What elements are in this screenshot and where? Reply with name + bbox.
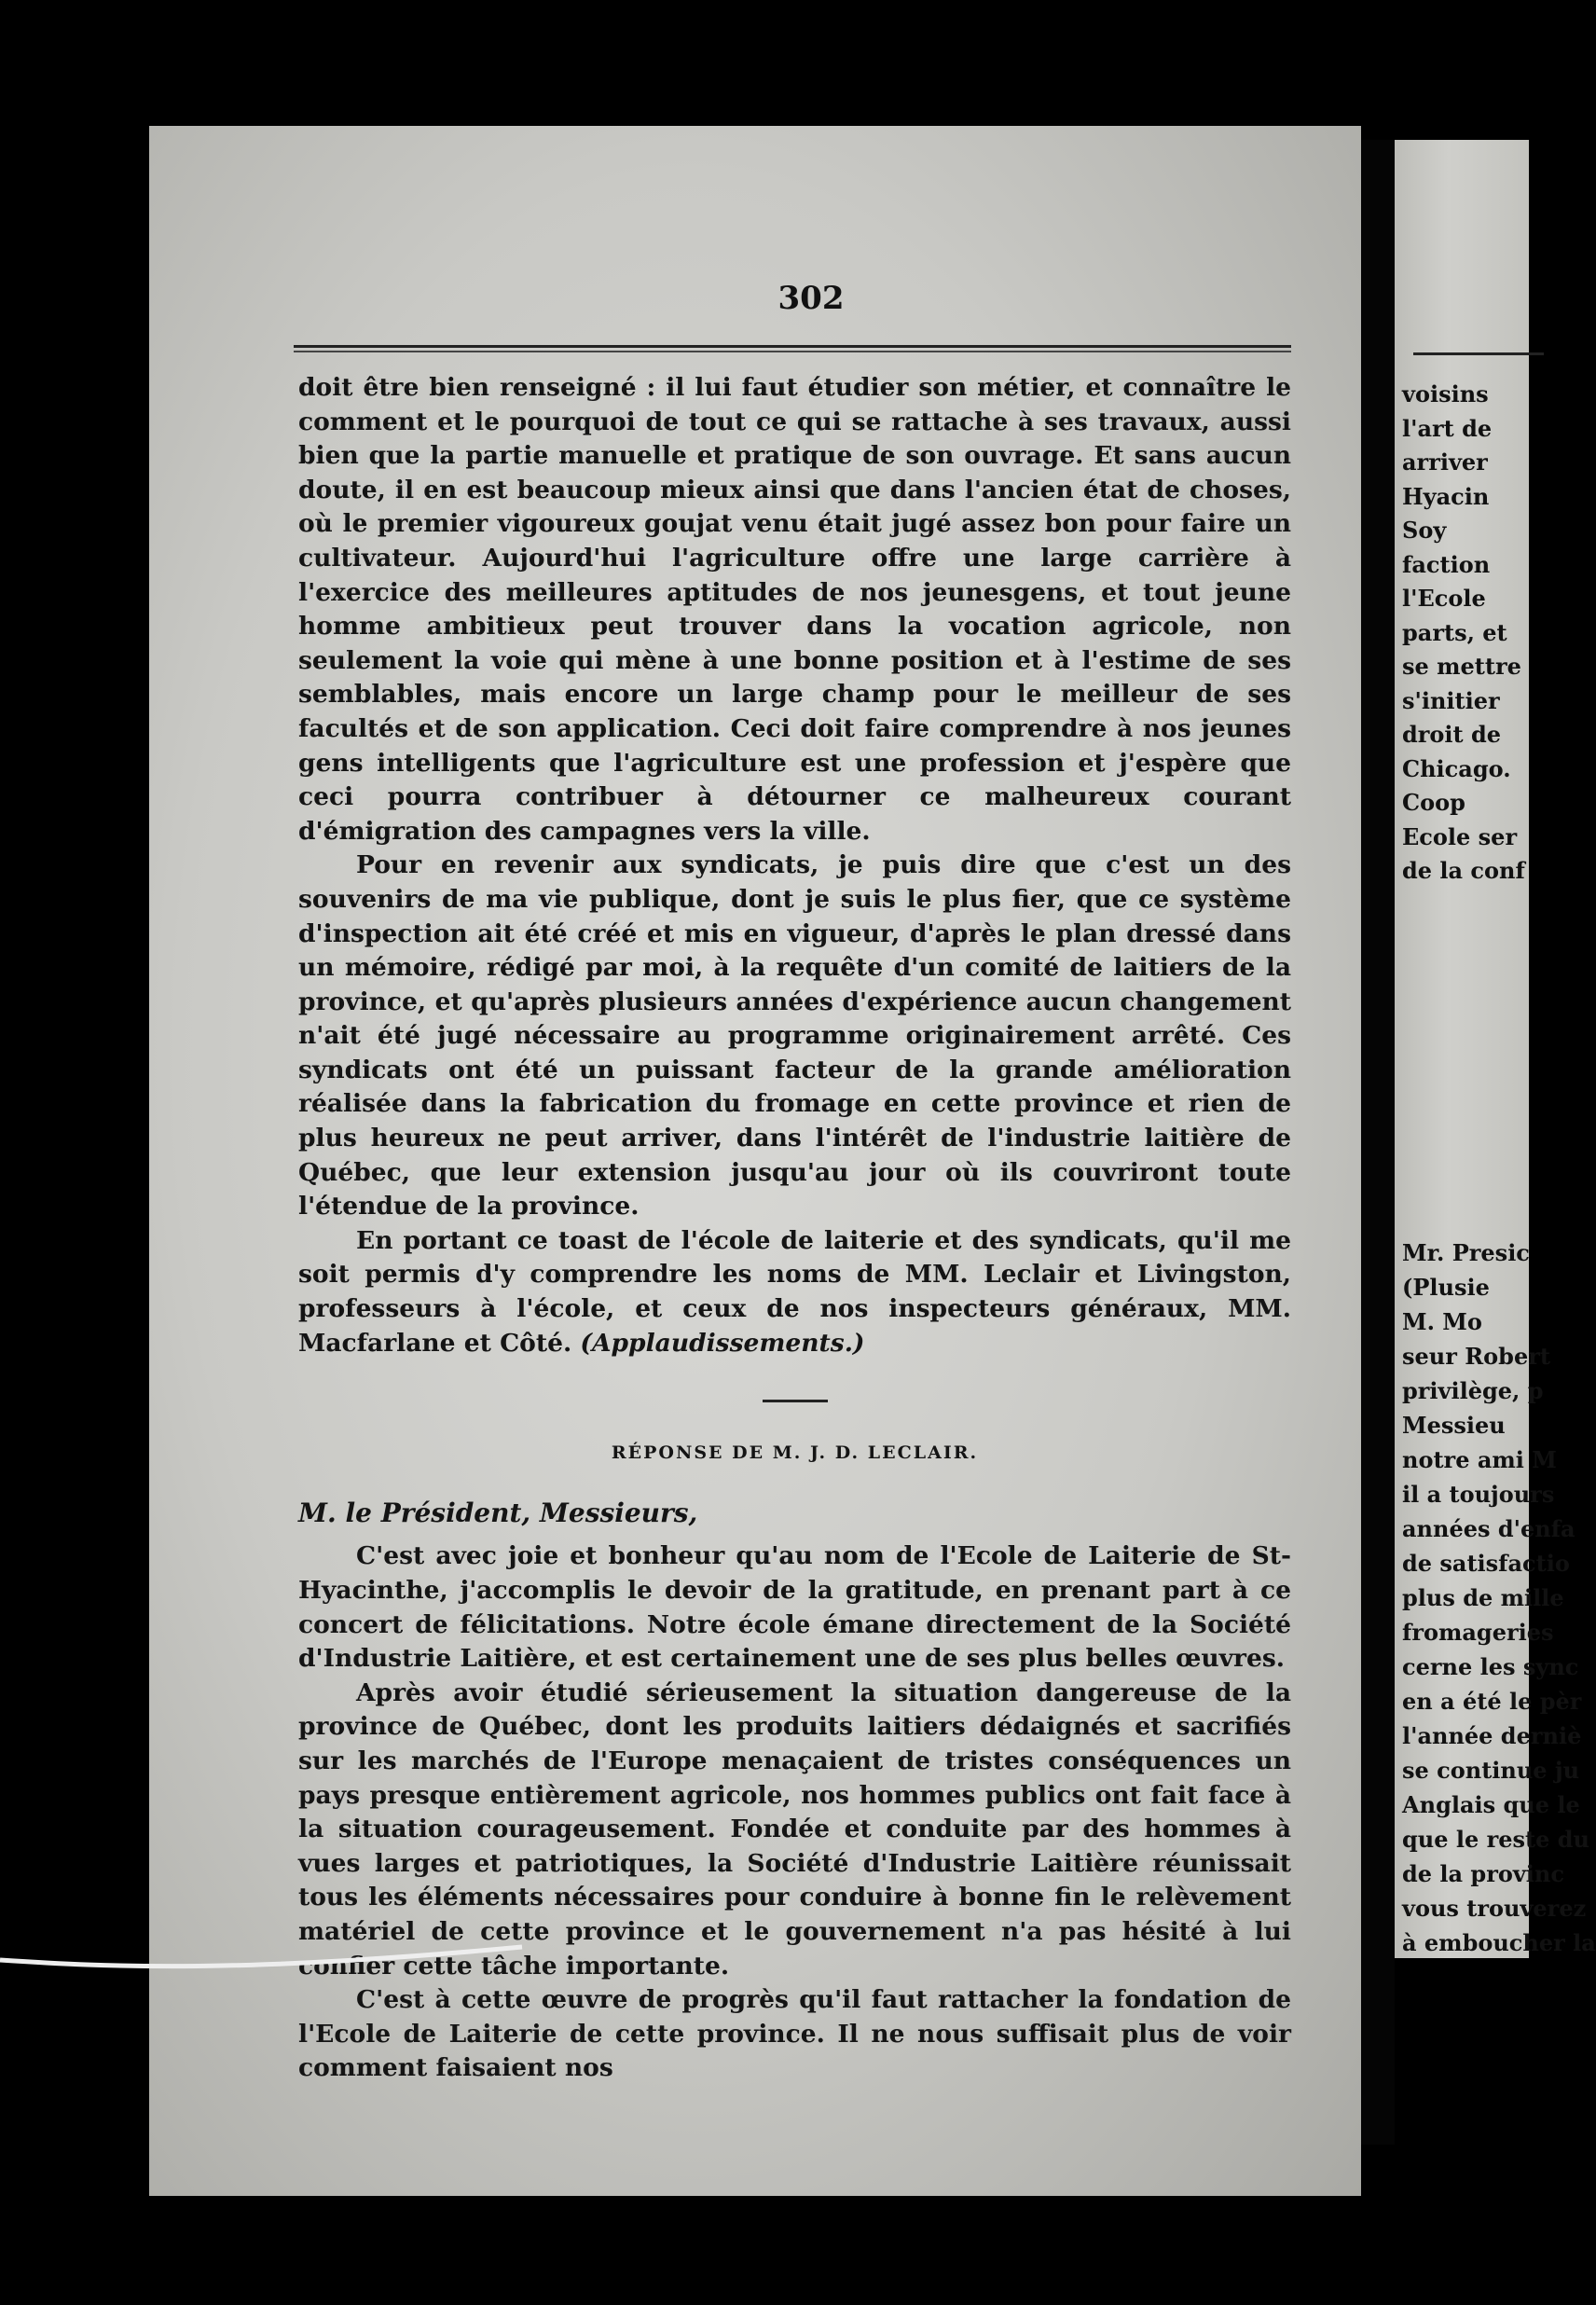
facing-page-line: de la conf (1402, 857, 1525, 884)
facing-page-line: l'Ecole (1402, 585, 1486, 612)
facing-page-rule (1413, 352, 1544, 355)
facing-page-line: se mettre (1402, 653, 1521, 680)
facing-page-line: l'année derniè (1402, 1722, 1582, 1749)
book-gutter (1361, 140, 1395, 2145)
section-divider (763, 1400, 828, 1402)
facing-page-line: faction (1402, 550, 1491, 578)
facing-page-line: de la provinc (1402, 1860, 1564, 1887)
facing-page-line: Messieu (1402, 1412, 1506, 1439)
facing-page-line: s'initier (1402, 686, 1500, 714)
facing-page-line: Anglais que le (1402, 1791, 1580, 1818)
facing-page-line: que le reste du (1402, 1826, 1589, 1853)
paragraph: Pour en revenir aux syndicats, je puis dire que c'est un des souvenirs de ma vie publique, dont je suis le plus fier, que ce système d'inspection ait été créé et mis en vigueur, d'après le plan dressé dans un mémoire, rédigé par moi, à la requête d'un comité de laitiers de la province, et qu'après plusieurs années d'expérience aucun changement n'ait été jugé nécessaire au programme originairement arrêté. Ces syndicats ont été un puissant facteur de la grande amélioration réalisée dans la fabrication du fromage en cette province et rien de plus heureux ne peut arriver, dans l'intérêt de l'industrie laitière de Québec, que leur extension jusqu'au jour où ils couvriront toute l'étendue de la province. (298, 850, 1291, 1222)
facing-page-line: fromageries (1402, 1619, 1554, 1646)
facing-page-line: arriver (1402, 449, 1488, 476)
paragraph: doit être bien renseigné : il lui faut étudier son métier, et connaître le comment et le pourquoi de tout ce qui se rattache à ses travaux, aussi bien que la partie manuelle et pratique de son ouvrage. Et sans aucun doute, il en est beaucoup mieux ainsi que dans l'ancien état de choses, où le premier vigoureux goujat venu était jugé assez bon pour faire un cultivateur. Aujourd'hui l'agriculture offre une large carrière à l'exercice des meilleures aptitudes de nos jeunesgens, et tout jeune homme ambitieux peut trouver dans la vocation agricole, non seulement la voie qui mène à une bonne position et à l'estime de ses semblables, mais encore un large champ pour le meilleur de ses facultés et de son application. Ceci doit faire comprendre à nos jeunes gens intelligents que l'agriculture est une profession et j'espère que ceci pourra contribuer à détourner ce malheureux courant d'émigration des campagnes vers la ville. (298, 373, 1291, 846)
facing-page-line: seur Robert (1402, 1343, 1550, 1370)
facing-page-line: (Plusie (1402, 1274, 1490, 1301)
page-body (298, 371, 1291, 2086)
facing-page-line: il a toujours (1402, 1481, 1555, 1508)
facing-page-line: en a été le pèr (1402, 1688, 1582, 1715)
paragraph-text: En portant ce toast de l'école de laiterie et des syndicats, qu'il me soit permis d'y comprendre les noms de MM. Leclair et Livingston, professeurs à l'école, et ceux de nos inspecteurs généraux, MM. Macfarlane et Côté. (298, 1225, 1291, 1358)
facing-page-line: à emboucher la (1402, 1929, 1596, 1956)
facing-page-line: vous trouverez (1402, 1895, 1587, 1922)
facing-page-line: de satisfactio (1402, 1550, 1570, 1577)
facing-page-line: privilège, p (1402, 1377, 1544, 1404)
facing-page-line: M. Mo (1402, 1308, 1482, 1335)
facing-page-line: Chicago. (1402, 754, 1511, 782)
facing-page-line: l'art de (1402, 414, 1493, 442)
page-number: 302 (777, 280, 845, 317)
header-rule (294, 345, 1291, 352)
facing-page-line: se continue ju (1402, 1757, 1580, 1784)
facing-page (1395, 140, 1596, 1958)
facing-page-line: voisins (1402, 380, 1489, 407)
facing-page-line: années d'enfa (1402, 1515, 1575, 1542)
section-heading: RÉPONSE DE M. J. D. LECLAIR. (611, 1442, 979, 1464)
facing-page-line: plus de mille (1402, 1584, 1564, 1611)
scan-artifact-streak (0, 1939, 522, 1977)
facing-page-text-bottom (1402, 1235, 1596, 1960)
facing-page-line: Soy (1402, 517, 1447, 544)
facing-page-line: Mr. Presic (1402, 1239, 1530, 1266)
facing-page-line: parts, et (1402, 618, 1507, 646)
salutation: M. le Président, Messieurs, (298, 1497, 698, 1528)
paragraph: Après avoir étudié sérieusement la situation dangereuse de la province de Québec, dont les produits laitiers dédaignés et sacrifiés sur les marchés de l'Europe menaçaient de tristes conséquences un pays presque entièrement agricole, nos hommes publics ont fait face à la situation courageusement. Fondée et conduite par des hommes à vues larges et patriotiques, la Société d'Industrie Laitière réunissait tous les éléments nécessaires pour conduire à bonne fin le relèvement matériel de cette province et le gouvernement n'a pas hésité à lui confier cette tâche importante. (298, 1677, 1291, 1981)
facing-page-line: droit de (1402, 721, 1502, 748)
facing-page-line: Ecole ser (1402, 822, 1518, 850)
paragraph (298, 1224, 1291, 1360)
facing-page-text-top (1402, 378, 1589, 889)
applause-note: (Applaudissements.) (580, 1328, 865, 1358)
paragraph: C'est avec joie et bonheur qu'au nom de l'Ecole de Laiterie de St-Hyacinthe, j'accomplis le devoir de la gratitude, en prenant part à ce concert de félicitations. Notre école émane directement de la Société d'Industrie Laitière, et est certainement une de ses plus belles œuvres. (298, 1541, 1291, 1674)
facing-page-line: Coop (1402, 789, 1465, 816)
paragraph: C'est à cette œuvre de progrès qu'il faut rattacher la fondation de l'Ecole de Laiterie de cette province. Il ne nous suffisait plus de voir comment faisaient nos (298, 1985, 1291, 2083)
facing-page-line: notre ami M (1402, 1446, 1557, 1473)
facing-page-line: Hyacin (1402, 482, 1490, 510)
facing-page-line: cerne les sync (1402, 1653, 1579, 1680)
